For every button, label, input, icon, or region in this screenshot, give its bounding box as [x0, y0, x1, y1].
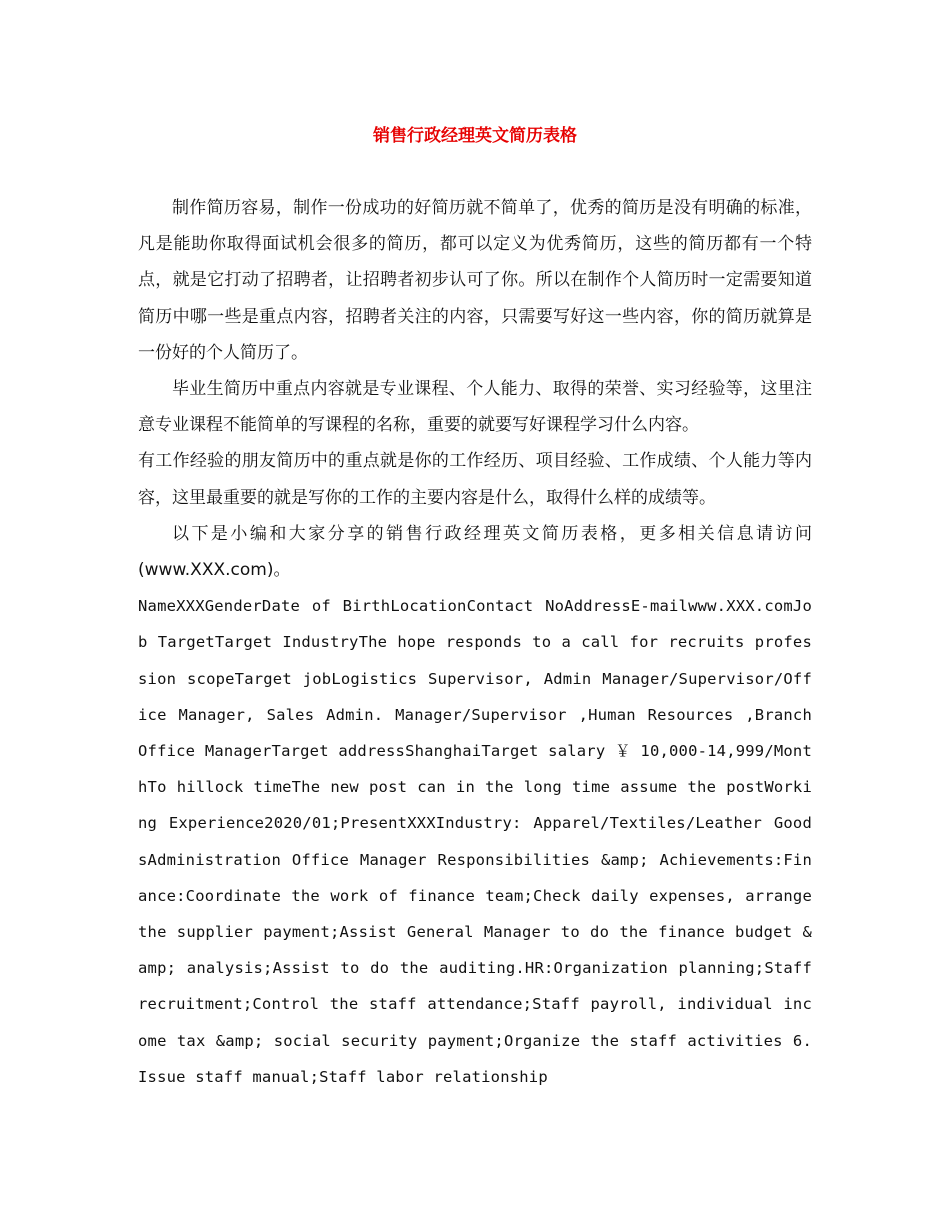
paragraph-experienced: 有工作经验的朋友简历中的重点就是你的工作经历、项目经验、工作成绩、个人能力等内容，这里最重要的就是写你的工作的主要内容是什么，取得什么样的成绩等。	[138, 451, 812, 508]
paragraph-resume-content: NameXXXGenderDate of BirthLocationContact NoAddressE-mailwww.XXX.comJob TargetTarget IndustryThe hope responds to a call for recruits profession scopeTarget jobLogistics Supervisor, Admin Manager/Supervisor/Office Manager, Sales Admin. Manager/Supervisor ,Human Resources ,Branch Office ManagerTarget addressShanghaiTarget salary ￥ 10,000-14,999/MonthTo hillock timeThe new post can in the long time assume the postWorking Experience2020/01;PresentXXXIndustry: Apparel/Textiles/Leather GoodsAdministration Office Manager Responsibilities &amp; Achievements:Finance:Coordinate the work of finance team;Check daily expenses, arrange the supplier payment;Assist General Manager to do the finance budget &amp; analysis;Assist to do the auditing.HR:Organization planning;Staff recruitment;Control the staff attendance;Staff payroll, individual income tax &amp; social security payment;Organize the staff activities 6.Issue staff manual;Staff labor relationship	[138, 597, 812, 1086]
paragraph-intro: 制作简历容易，制作一份成功的好简历就不简单了，优秀的简历是没有明确的标准，凡是能助你取得面试机会很多的简历，都可以定义为优秀简历，这些的简历都有一个特点，就是它打动了招聘者，让招聘者初步认可了你。所以在制作个人简历时一定需要知道简历中哪一些是重点内容，招聘者关注的内容，只需要写好这一些内容，你的简历就算是一份好的个人简历了。	[138, 198, 812, 363]
document-body	[138, 190, 812, 1095]
document-title: 销售行政经理英文简历表格	[373, 126, 577, 146]
paragraph-share: 以下是小编和大家分享的销售行政经理英文简历表格，更多相关信息请访问(www.XXX.com)。	[138, 523, 812, 581]
paragraph-graduate: 毕业生简历中重点内容就是专业课程、个人能力、取得的荣誉、实习经验等，这里注意专业课程不能简单的写课程的名称，重要的就要写好课程学习什么内容。	[138, 379, 812, 436]
